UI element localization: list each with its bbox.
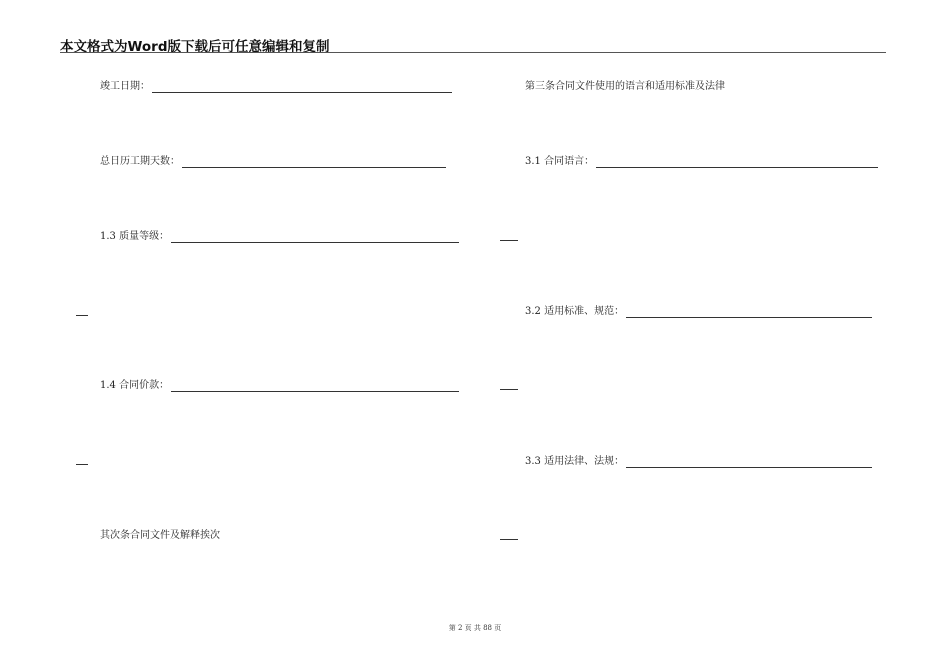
price-label: 1.4 合同价款： bbox=[100, 380, 170, 391]
completion-date-blank bbox=[152, 83, 452, 93]
total-days-blank bbox=[182, 158, 446, 168]
header-divider bbox=[60, 52, 886, 53]
article3-text: 第三条合同文件使用的语言和适用标准及法律 bbox=[525, 81, 725, 92]
quality-blank bbox=[171, 233, 459, 243]
language-label: 3.1 合同语言： bbox=[525, 156, 595, 167]
article3-heading bbox=[525, 79, 725, 93]
quality-label: 1.3 质量等级： bbox=[100, 231, 170, 242]
language-field bbox=[525, 154, 878, 168]
article2-text: 其次条合同文件及解释挨次 bbox=[100, 530, 220, 541]
language-blank bbox=[596, 158, 878, 168]
quality-field bbox=[100, 229, 459, 243]
total-days-field bbox=[100, 154, 446, 168]
article2-heading bbox=[100, 528, 220, 542]
page-number: 第 2 页 共 88 页 bbox=[448, 624, 502, 632]
completion-date-field bbox=[100, 79, 452, 93]
laws-field bbox=[525, 454, 872, 468]
laws-label: 3.3 适用法律、法规： bbox=[525, 456, 625, 467]
blank-stub bbox=[500, 389, 518, 390]
standards-field bbox=[525, 304, 872, 318]
document-header-title: 本文格式为Word版下载后可任意编辑和复制 bbox=[60, 39, 330, 55]
blank-stub bbox=[500, 539, 518, 540]
standards-blank bbox=[626, 308, 872, 318]
blank-stub bbox=[76, 315, 88, 316]
price-field bbox=[100, 378, 459, 392]
total-days-label: 总日历工期天数： bbox=[100, 156, 180, 167]
blank-stub bbox=[500, 240, 518, 241]
completion-date-label: 竣工日期： bbox=[100, 81, 150, 92]
laws-blank bbox=[626, 458, 872, 468]
blank-stub bbox=[76, 464, 88, 465]
price-blank bbox=[171, 382, 459, 392]
standards-label: 3.2 适用标准、规范： bbox=[525, 306, 625, 317]
